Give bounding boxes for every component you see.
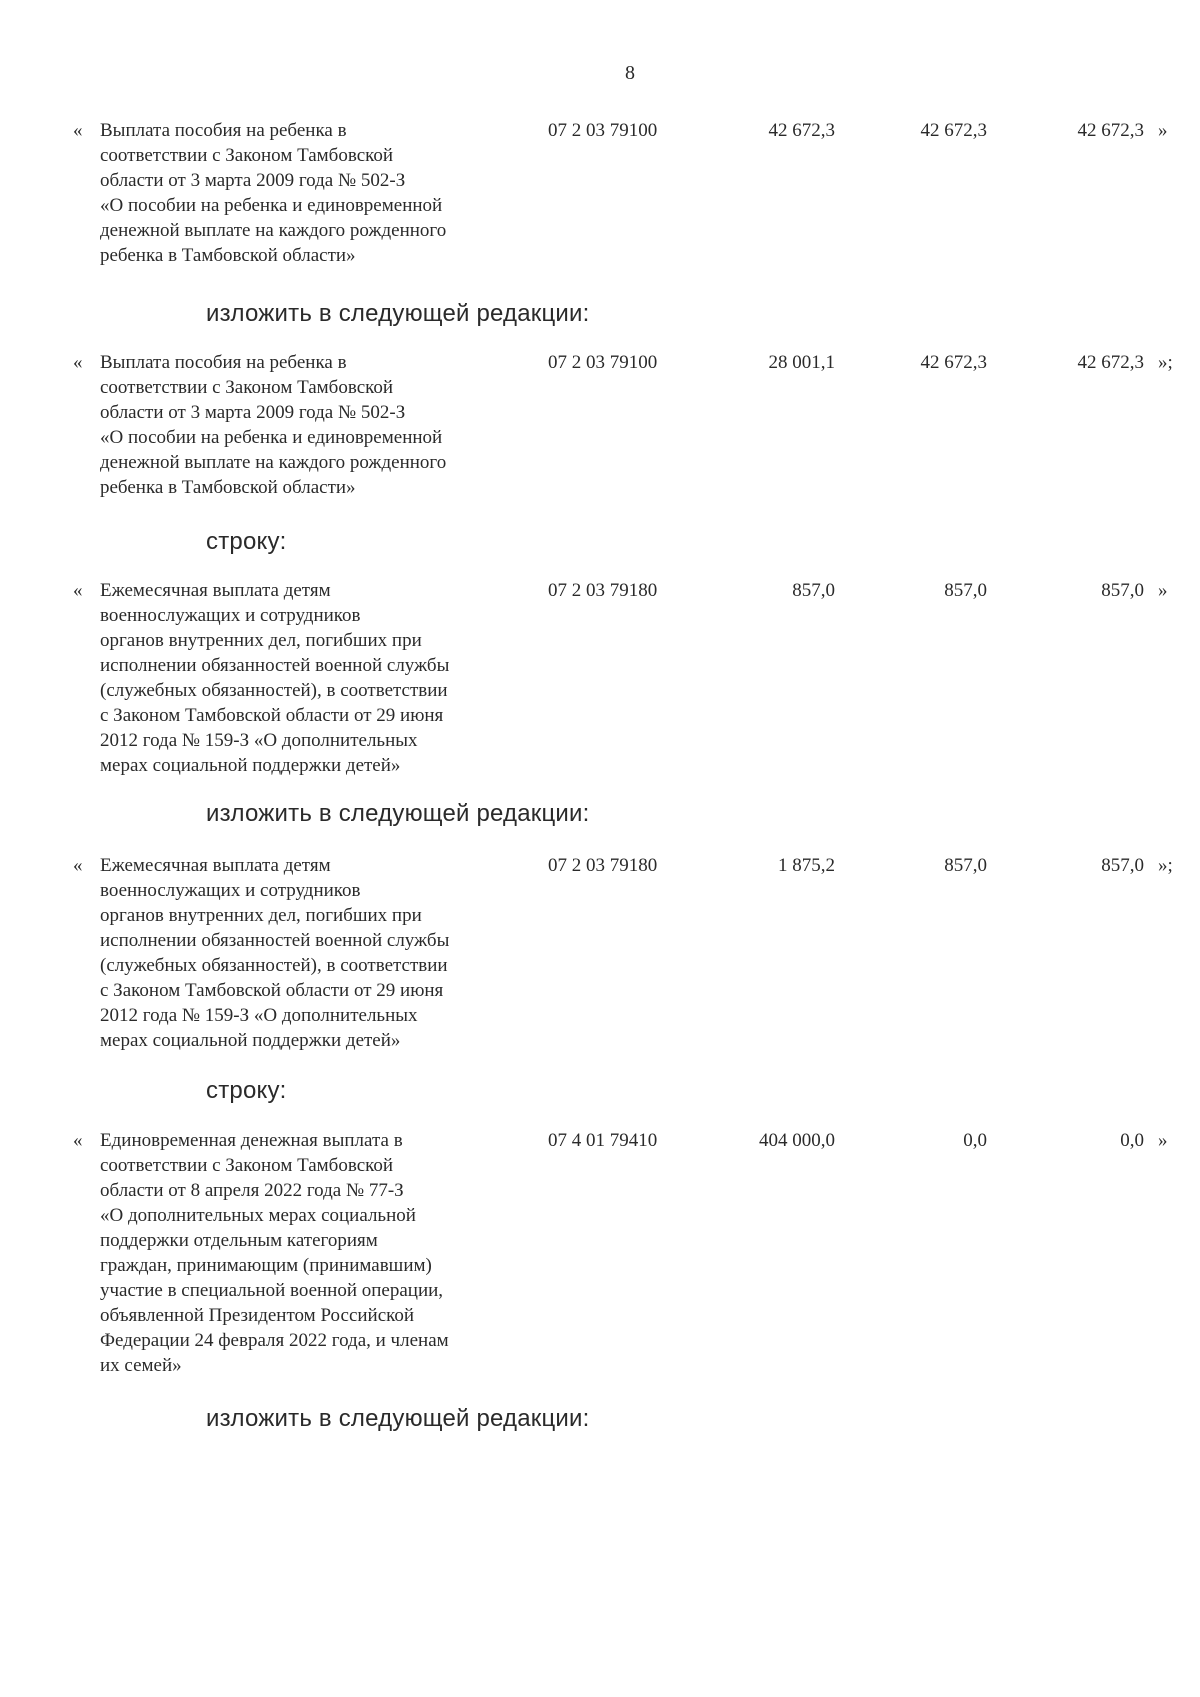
value-year-2: 42 672,3: [920, 352, 987, 373]
description-line: ребенка в Тамбовской области»: [100, 245, 356, 266]
open-quote: «: [73, 120, 83, 141]
description-line: 2012 года № 159-З «О дополнительных: [100, 730, 418, 751]
description-line: Федерации 24 февраля 2022 года, и членам: [100, 1330, 449, 1351]
value-year-2: 42 672,3: [920, 120, 987, 141]
description-line: военнослужащих и сотрудников: [100, 880, 361, 901]
description-line: участие в специальной военной операции,: [100, 1280, 444, 1301]
value-year-1: 28 001,1: [768, 352, 835, 373]
value-year-3: 0,0: [1120, 1130, 1144, 1151]
description-line: (служебных обязанностей), в соответствии: [100, 955, 448, 976]
description-line: с Законом Тамбовской области от 29 июня: [100, 980, 444, 1001]
description-line: военнослужащих и сотрудников: [100, 605, 361, 626]
value-year-3: 42 672,3: [1077, 120, 1144, 141]
description-line: органов внутренних дел, погибших при: [100, 630, 422, 651]
budget-code: 07 2 03 79100: [548, 120, 658, 141]
row-description: [100, 578, 520, 778]
value-year-1: 857,0: [792, 580, 835, 601]
instruction-text: изложить в следующей редакции:: [206, 300, 590, 327]
description-line: объявленной Президентом Российской: [100, 1305, 415, 1326]
description-line: Единовременная денежная выплата в: [100, 1130, 403, 1151]
description-line: Ежемесячная выплата детям: [100, 580, 331, 601]
description-line: денежной выплате на каждого рожденного: [100, 452, 447, 473]
description-line: с Законом Тамбовской области от 29 июня: [100, 705, 444, 726]
value-year-3: 42 672,3: [1077, 352, 1144, 373]
description-line: граждан, принимающим (принимавшим): [100, 1255, 432, 1276]
close-quote: »: [1158, 1130, 1168, 1151]
close-quote: »: [1158, 120, 1168, 141]
value-year-3: 857,0: [1101, 855, 1144, 876]
description-line: ребенка в Тамбовской области»: [100, 477, 356, 498]
description-line: поддержки отдельным категориям: [100, 1230, 378, 1251]
open-quote: «: [73, 1130, 83, 1151]
description-line: мерах социальной поддержки детей»: [100, 1030, 401, 1051]
instruction-text: строку:: [206, 1077, 287, 1104]
instruction-text: изложить в следующей редакции:: [206, 800, 590, 827]
description-line: органов внутренних дел, погибших при: [100, 905, 422, 926]
open-quote: «: [73, 580, 83, 601]
row-description: [100, 350, 520, 500]
description-line: области от 3 марта 2009 года № 502-З: [100, 170, 406, 191]
close-quote: »;: [1158, 352, 1173, 373]
description-line: соответствии с Законом Тамбовской: [100, 145, 394, 166]
value-year-2: 857,0: [944, 580, 987, 601]
description-line: их семей»: [100, 1355, 182, 1376]
row-description: [100, 853, 520, 1053]
description-line: соответствии с Законом Тамбовской: [100, 1155, 394, 1176]
row-description: [100, 118, 520, 268]
value-year-2: 0,0: [963, 1130, 987, 1151]
description-line: «О дополнительных мерах социальной: [100, 1205, 416, 1226]
close-quote: »;: [1158, 855, 1173, 876]
description-line: Выплата пособия на ребенка в: [100, 352, 347, 373]
value-year-3: 857,0: [1101, 580, 1144, 601]
description-line: «О пособии на ребенка и единовременной: [100, 427, 443, 448]
description-line: (служебных обязанностей), в соответствии: [100, 680, 448, 701]
description-line: соответствии с Законом Тамбовской: [100, 377, 394, 398]
close-quote: »: [1158, 580, 1168, 601]
value-year-1: 404 000,0: [759, 1130, 835, 1151]
description-line: мерах социальной поддержки детей»: [100, 755, 401, 776]
description-line: Выплата пособия на ребенка в: [100, 120, 347, 141]
description-line: денежной выплате на каждого рожденного: [100, 220, 447, 241]
row-description: [100, 1128, 520, 1378]
description-line: исполнении обязанностей военной службы: [100, 655, 450, 676]
open-quote: «: [73, 855, 83, 876]
budget-code: 07 2 03 79180: [548, 580, 658, 601]
description-line: «О пособии на ребенка и единовременной: [100, 195, 443, 216]
instruction-text: изложить в следующей редакции:: [206, 1405, 590, 1432]
budget-code: 07 2 03 79180: [548, 855, 658, 876]
budget-code: 07 2 03 79100: [548, 352, 658, 373]
value-year-1: 1 875,2: [778, 855, 835, 876]
description-line: области от 8 апреля 2022 года № 77-З: [100, 1180, 404, 1201]
value-year-2: 857,0: [944, 855, 987, 876]
description-line: Ежемесячная выплата детям: [100, 855, 331, 876]
description-line: области от 3 марта 2009 года № 502-З: [100, 402, 406, 423]
description-line: 2012 года № 159-З «О дополнительных: [100, 1005, 418, 1026]
open-quote: «: [73, 352, 83, 373]
budget-code: 07 4 01 79410: [548, 1130, 658, 1151]
value-year-1: 42 672,3: [768, 120, 835, 141]
description-line: исполнении обязанностей военной службы: [100, 930, 450, 951]
page-number: 8: [625, 62, 635, 84]
instruction-text: строку:: [206, 528, 287, 555]
